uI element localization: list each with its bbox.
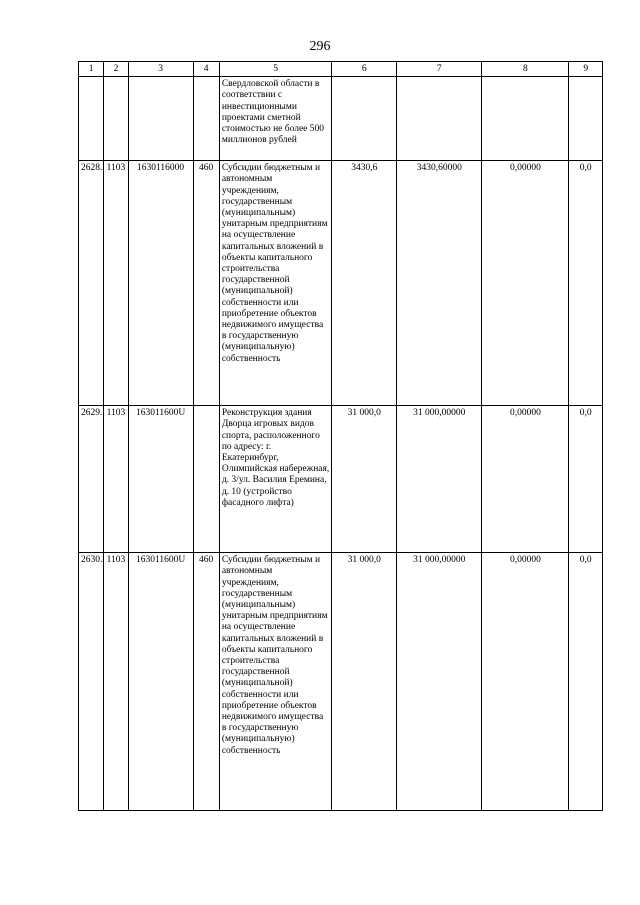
column-header: 1 xyxy=(79,62,104,77)
budget-table xyxy=(78,61,603,811)
amount-col6: 3430,6 xyxy=(332,161,397,406)
column-header: 4 xyxy=(193,62,219,77)
amount-col6: 31 000,0 xyxy=(332,553,397,811)
amount-col8 xyxy=(482,77,569,161)
item-name: Субсидии бюджетным и автономным учреждениям, государственным (муниципальным) унитарным предприятиям на осуществление капитальных вложений в объекты капитального строительства государственной (муниципальной) собственности или приобретение объектов недвижимого имущества в государственную (муниципальную) собственность xyxy=(219,161,332,406)
amount-col7: 31 000,00000 xyxy=(397,406,482,553)
expense-kind-code: 460 xyxy=(193,161,219,406)
table-header-row xyxy=(79,62,603,77)
row-index xyxy=(79,77,104,161)
amount-col7: 3430,60000 xyxy=(397,161,482,406)
item-name: Реконструкция здания Дворца игровых видов спорта, расположенного по адресу: г. Екатеринбург, Олимпийская набережная, д. 3/ул. Василия Еремина, д. 10 (устройство фасадного лифта) xyxy=(219,406,332,553)
amount-col9: 0,0 xyxy=(569,406,603,553)
expense-kind-code xyxy=(193,406,219,553)
target-code: 163011600U xyxy=(128,553,193,811)
column-header: 9 xyxy=(569,62,603,77)
table-row xyxy=(79,406,603,553)
item-name: Субсидии бюджетным и автономным учреждениям, государственным (муниципальным) унитарным предприятиям на осуществление капитальных вложений в объекты капитального строительства государственной (муниципальной) собственности или приобретение объектов недвижимого имущества в государственную (муниципальную) собственность xyxy=(219,553,332,811)
row-index: 2630. xyxy=(79,553,104,811)
table-row xyxy=(79,161,603,406)
row-index: 2628. xyxy=(79,161,104,406)
expense-kind-code: 460 xyxy=(193,553,219,811)
amount-col6 xyxy=(332,77,397,161)
section-code: 1103 xyxy=(104,161,128,406)
target-code: 1630116000 xyxy=(128,161,193,406)
expense-kind-code xyxy=(193,77,219,161)
table-row xyxy=(79,553,603,811)
amount-col7 xyxy=(397,77,482,161)
target-code: 163011600U xyxy=(128,406,193,553)
target-code xyxy=(128,77,193,161)
amount-col7: 31 000,00000 xyxy=(397,553,482,811)
amount-col9: 0,0 xyxy=(569,161,603,406)
section-code: 1103 xyxy=(104,406,128,553)
section-code xyxy=(104,77,128,161)
amount-col8: 0,00000 xyxy=(482,161,569,406)
amount-col9: 0,0 xyxy=(569,553,603,811)
table-row xyxy=(79,77,603,161)
column-header: 5 xyxy=(219,62,332,77)
column-header: 6 xyxy=(332,62,397,77)
amount-col8: 0,00000 xyxy=(482,553,569,811)
column-header: 7 xyxy=(397,62,482,77)
amount-col6: 31 000,0 xyxy=(332,406,397,553)
amount-col9 xyxy=(569,77,603,161)
column-header: 8 xyxy=(482,62,569,77)
column-header: 3 xyxy=(128,62,193,77)
section-code: 1103 xyxy=(104,553,128,811)
column-header: 2 xyxy=(104,62,128,77)
amount-col8: 0,00000 xyxy=(482,406,569,553)
page-number: 296 xyxy=(309,39,331,54)
row-index: 2629. xyxy=(79,406,104,553)
item-name: Свердловской области в соответствии с инвестиционными проектами сметной стоимостью не более 500 миллионов рублей xyxy=(219,77,332,161)
